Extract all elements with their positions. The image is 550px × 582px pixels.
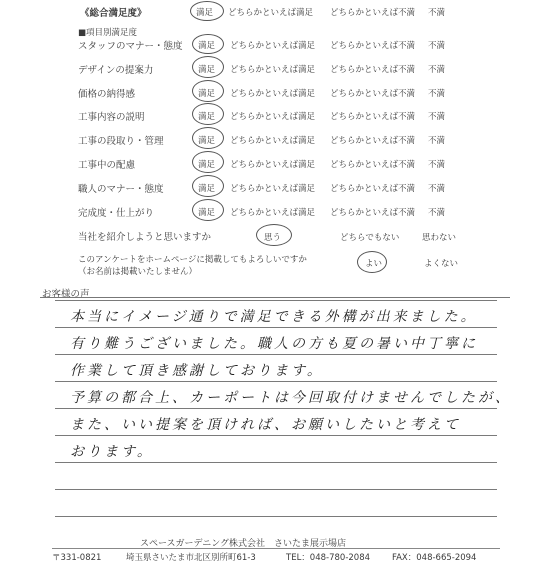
choice-satisfied: 満足: [198, 184, 216, 194]
choice-satisfied: 満足: [198, 65, 216, 75]
footer-company: スペースガーデニング株式会社 さいたま展示場店: [140, 539, 347, 549]
choice-somewhat-dissatisfied: どちらかといえば不満: [330, 160, 416, 170]
referral-choice-no: 思わない: [422, 233, 457, 243]
choice-somewhat-dissatisfied: どちらかといえば不満: [330, 184, 416, 194]
overall-heading: 《総合満足度》: [80, 8, 147, 19]
choice-somewhat-satisfied: どちらかといえば満足: [230, 112, 316, 122]
item-label: 完成度・仕上がり: [78, 208, 155, 219]
item-label: デザインの提案力: [78, 65, 154, 76]
choice-satisfied: 満足: [198, 208, 216, 218]
handwritten-line: おります。: [70, 444, 154, 460]
footer-postal: 〒331-0821: [52, 553, 102, 563]
writing-line: [55, 516, 497, 517]
item-label: 職人のマナー・態度: [78, 184, 164, 195]
choice-dissatisfied: 不満: [428, 65, 446, 75]
writing-line: [55, 381, 497, 382]
choice-somewhat-satisfied: どちらかといえば満足: [230, 184, 316, 194]
writing-line: [55, 489, 497, 490]
voice-heading: お客様の声: [42, 289, 90, 300]
referral-selected-circle: [256, 224, 292, 246]
handwritten-line: 作業して頂き感謝しております。: [70, 363, 324, 379]
choice-somewhat-dissatisfied: どちらかといえば不満: [330, 65, 416, 75]
choice-satisfied: 満足: [198, 136, 216, 146]
selected-circle: [192, 151, 224, 173]
referral-choice-yes: 思う: [264, 233, 282, 243]
handwritten-line: また、いい提案を頂ければ、お願いしたいと考えて: [70, 417, 461, 433]
choice-dissatisfied: 不満: [428, 208, 446, 218]
publish-selected-circle: [357, 251, 387, 273]
choice-dissatisfied: 不満: [428, 184, 446, 194]
selected-circle: [192, 175, 224, 197]
overall-choice-satisfied: 満足: [196, 8, 214, 18]
footer-rule: [52, 548, 500, 549]
choice-somewhat-satisfied: どちらかといえば満足: [230, 41, 316, 51]
referral-question: 当社を紹介しようと思いますか: [78, 232, 212, 243]
choice-somewhat-satisfied: どちらかといえば満足: [230, 65, 316, 75]
handwritten-line: 予算の都合上、カーポートは今回取付けませんでしたが、: [70, 390, 512, 406]
choice-somewhat-dissatisfied: どちらかといえば不満: [330, 112, 416, 122]
choice-somewhat-satisfied: どちらかといえば満足: [230, 160, 316, 170]
item-label: 工事内容の説明: [78, 112, 145, 123]
writing-line: [55, 435, 497, 436]
writing-line: [55, 408, 497, 409]
overall-selected-circle: [190, 1, 224, 21]
publish-choice-no: よくない: [424, 259, 459, 269]
overall-choice-dissatisfied: 不満: [428, 8, 446, 18]
item-label: 工事の段取り・管理: [78, 136, 164, 147]
choice-somewhat-dissatisfied: どちらかといえば不満: [330, 208, 416, 218]
item-label: 価格の納得感: [78, 89, 136, 100]
choice-dissatisfied: 不満: [428, 89, 446, 99]
voice-top-rule: [40, 297, 510, 298]
choice-satisfied: 満足: [198, 41, 216, 51]
choice-satisfied: 満足: [198, 160, 216, 170]
selected-circle: [192, 103, 224, 125]
writing-line: [55, 354, 497, 355]
choice-satisfied: 満足: [198, 89, 216, 99]
choice-dissatisfied: 不満: [428, 41, 446, 51]
choice-somewhat-satisfied: どちらかといえば満足: [230, 208, 316, 218]
writing-line: [55, 462, 497, 463]
choice-somewhat-dissatisfied: どちらかといえば不満: [330, 89, 416, 99]
overall-choice-somewhat-satisfied: どちらかといえば満足: [228, 8, 314, 18]
selected-circle: [192, 34, 224, 54]
selected-circle: [192, 56, 224, 78]
choice-somewhat-satisfied: どちらかといえば満足: [230, 136, 316, 146]
footer-address: 埼玉県さいたま市北区別所町61-3: [126, 553, 256, 563]
footer-fax: FAX：048-665-2094: [392, 553, 477, 563]
choice-dissatisfied: 不満: [428, 112, 446, 122]
items-heading: ■項目別満足度: [78, 28, 138, 38]
publish-note: （お名前は掲載いたしません）: [78, 267, 198, 277]
choice-somewhat-dissatisfied: どちらかといえば不満: [330, 41, 416, 51]
publish-choice-yes: よい: [365, 259, 383, 269]
choice-dissatisfied: 不満: [428, 160, 446, 170]
selected-circle: [192, 199, 224, 221]
choice-satisfied: 満足: [198, 112, 216, 122]
item-label: 工事中の配慮: [78, 160, 136, 171]
item-label: スタッフのマナー・態度: [78, 41, 183, 52]
handwritten-line: 本当にイメージ通りで満足できる外構が出来ました。: [70, 309, 478, 325]
selected-circle: [192, 127, 224, 149]
publish-question: このアンケートをホームページに掲載してもよろしいですか: [78, 255, 307, 265]
choice-somewhat-satisfied: どちらかといえば満足: [230, 89, 316, 99]
writing-line: [55, 327, 497, 328]
writing-line: [55, 300, 497, 301]
referral-choice-neutral: どちらでもない: [340, 233, 400, 243]
handwritten-line: 有り難うございました。職人の方も夏の暑い中丁寧に: [70, 336, 478, 352]
footer-tel: TEL：048-780-2084: [286, 553, 371, 563]
selected-circle: [192, 80, 224, 102]
choice-somewhat-dissatisfied: どちらかといえば不満: [330, 136, 416, 146]
choice-dissatisfied: 不満: [428, 136, 446, 146]
overall-choice-somewhat-dissatisfied: どちらかといえば不満: [330, 8, 416, 18]
